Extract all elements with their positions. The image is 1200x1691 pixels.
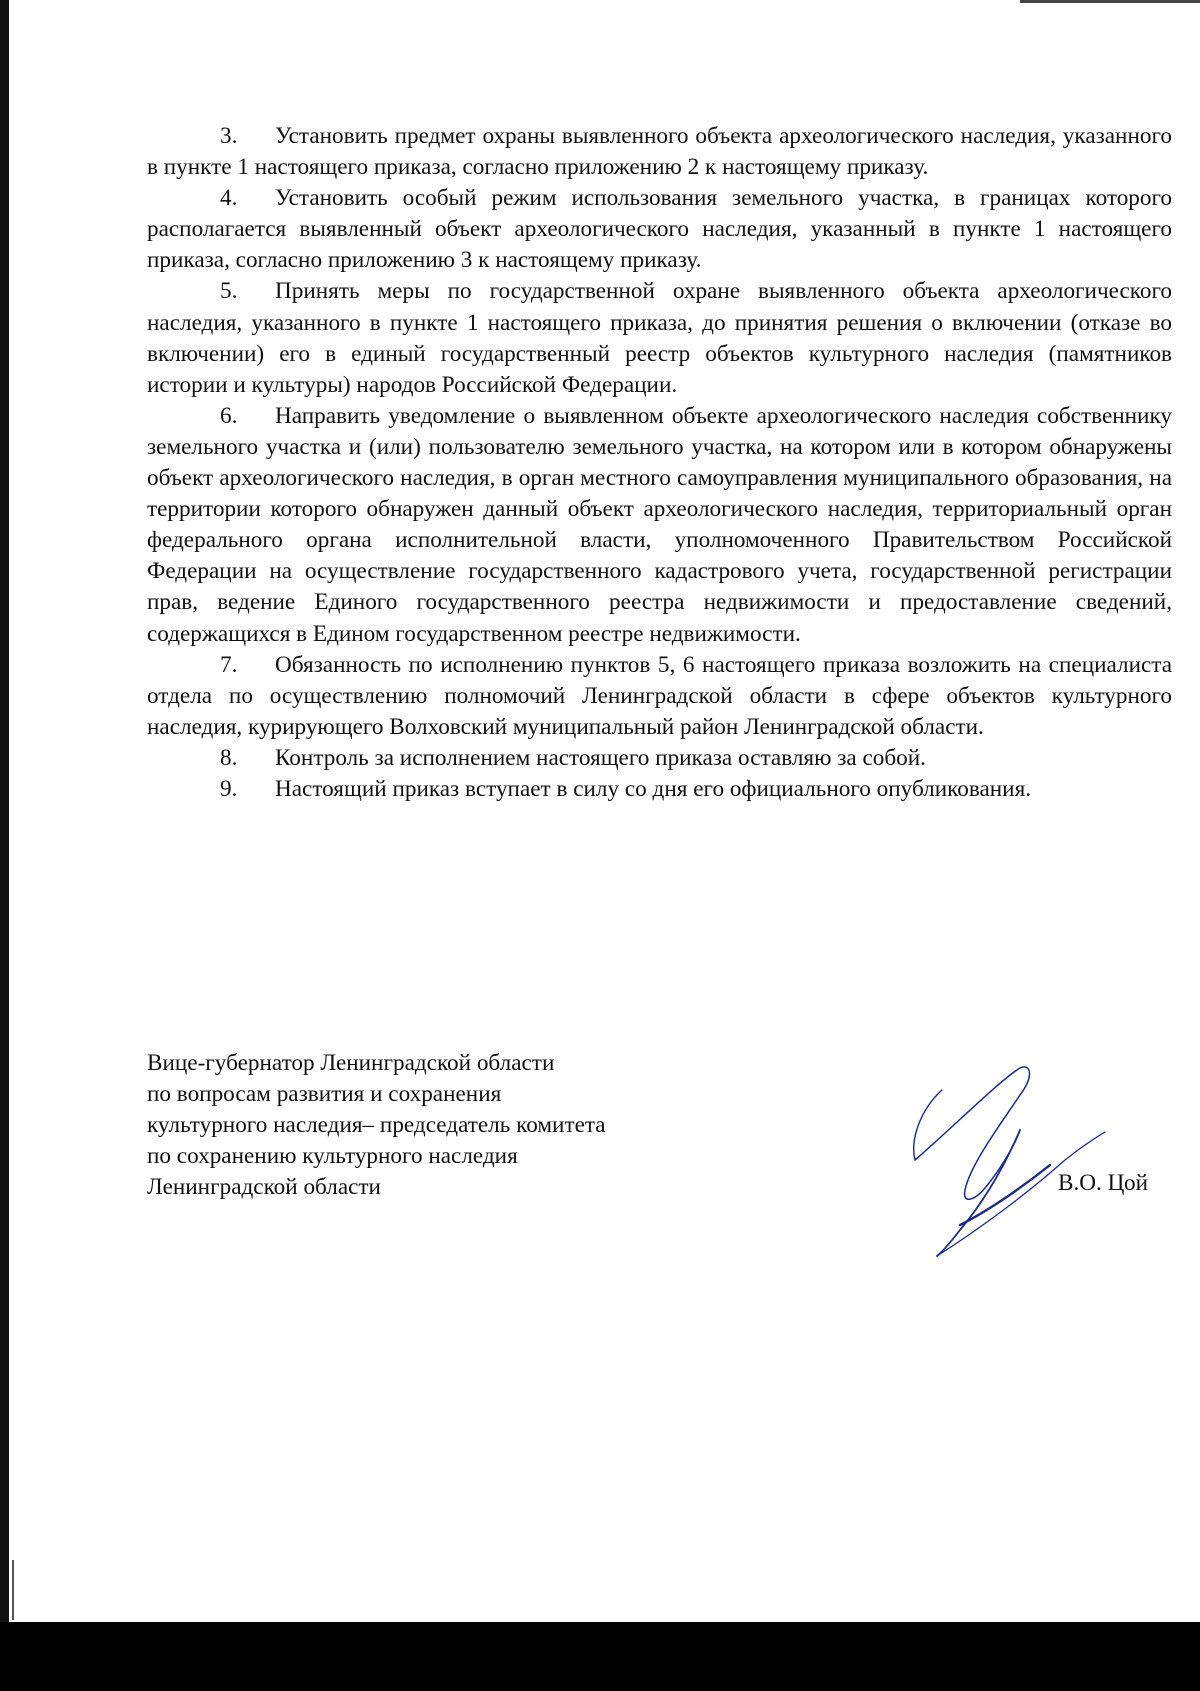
paragraph-9 bbox=[147, 774, 1172, 805]
paragraph-number: 9. bbox=[220, 775, 238, 802]
order-body bbox=[147, 121, 1172, 805]
paragraph-text: Контроль за исполнением настоящего приказа оставляю за собой. bbox=[275, 744, 926, 771]
paragraph-5 bbox=[147, 276, 1172, 400]
scan-bottom-bar bbox=[0, 1622, 1200, 1691]
paragraph-8 bbox=[147, 743, 1172, 774]
scan-left-edge bbox=[0, 0, 9, 1625]
signer-title-line: по сохранению культурного наследия bbox=[147, 1143, 518, 1170]
signer-title bbox=[147, 1048, 606, 1203]
paragraph-text: Обязанность по исполнению пунктов 5, 6 настоящего приказа возложить на специалиста отдела по осуществлению полномочий Ленинградской области в сфере объектов культурного наследия, курирующего Волховский муниципальный район Ленинградской области. bbox=[147, 651, 1172, 740]
paragraph-number: 6. bbox=[220, 402, 238, 429]
paragraph-text: Установить особый режим использования земельного участка, в границах которого располагается выявленный объект археологического наследия, указанный в пункте 1 настоящего приказа, согласно приложению 3 к настоящему приказу. bbox=[147, 185, 1172, 274]
paragraph-number: 5. bbox=[220, 278, 238, 305]
signature-stroke bbox=[960, 1165, 1050, 1225]
paragraph-text: Направить уведомление о выявленном объекте археологического наследия собственнику земельного участка и (или) пользователю земельного участка, на котором или в котором обнаружены объект археологического наследия, в орган местного самоуправления муниципального образования, на территории которого обнаружен данный объект археологического наследия, территориальный орган федерального органа исполнительной власти, уполномоченного Правительством Российской Федерации на осуществление государственного кадастрового учета, государственной регистрации прав, ведение Единого государственного реестра недвижимости и предоставление сведений, содержащихся в Едином государственном реестре недвижимости. bbox=[147, 402, 1172, 647]
paragraph-4 bbox=[147, 183, 1172, 276]
paragraph-3 bbox=[147, 121, 1172, 183]
signature-stroke bbox=[937, 1130, 1020, 1256]
paragraph-6 bbox=[147, 401, 1172, 650]
paragraph-number: 4. bbox=[220, 185, 238, 212]
paragraph-number: 7. bbox=[220, 651, 238, 678]
handwritten-signature bbox=[890, 1060, 1110, 1260]
paragraph-number: 3. bbox=[220, 123, 238, 149]
paragraph-text: Настоящий приказ вступает в силу со дня его официального опубликования. bbox=[275, 775, 1032, 802]
paragraph-number: 8. bbox=[220, 744, 238, 771]
paragraph-text: Принять меры по государственной охране выявленного объекта археологического наследия, указанного в пункте 1 настоящего приказа, до принятия решения о включении (отказе во включении) его в единый государственный реестр объектов культурного наследия (памятников истории и культуры) народов Российской Федерации. bbox=[147, 278, 1172, 398]
signature-stroke bbox=[915, 1067, 1029, 1199]
signer-title-line: Ленинградской области bbox=[147, 1174, 381, 1201]
scan-top-mark bbox=[1020, 0, 1200, 3]
scan-left-mark bbox=[12, 1560, 14, 1620]
signer-title-line: по вопросам развития и сохранения bbox=[147, 1081, 502, 1108]
paragraph-text: Установить предмет охраны выявленного объекта археологического наследия, указанного в пункте 1 настоящего приказа, согласно приложению 2 к настоящему приказу. bbox=[147, 123, 1172, 181]
paragraph-7 bbox=[147, 650, 1172, 743]
signer-title-line: Вице-губернатор Ленинградской области bbox=[147, 1050, 555, 1076]
signer-title-line: культурного наследия– председатель комитета bbox=[147, 1112, 606, 1139]
signer-name: В.О. Цой bbox=[1058, 1170, 1149, 1196]
